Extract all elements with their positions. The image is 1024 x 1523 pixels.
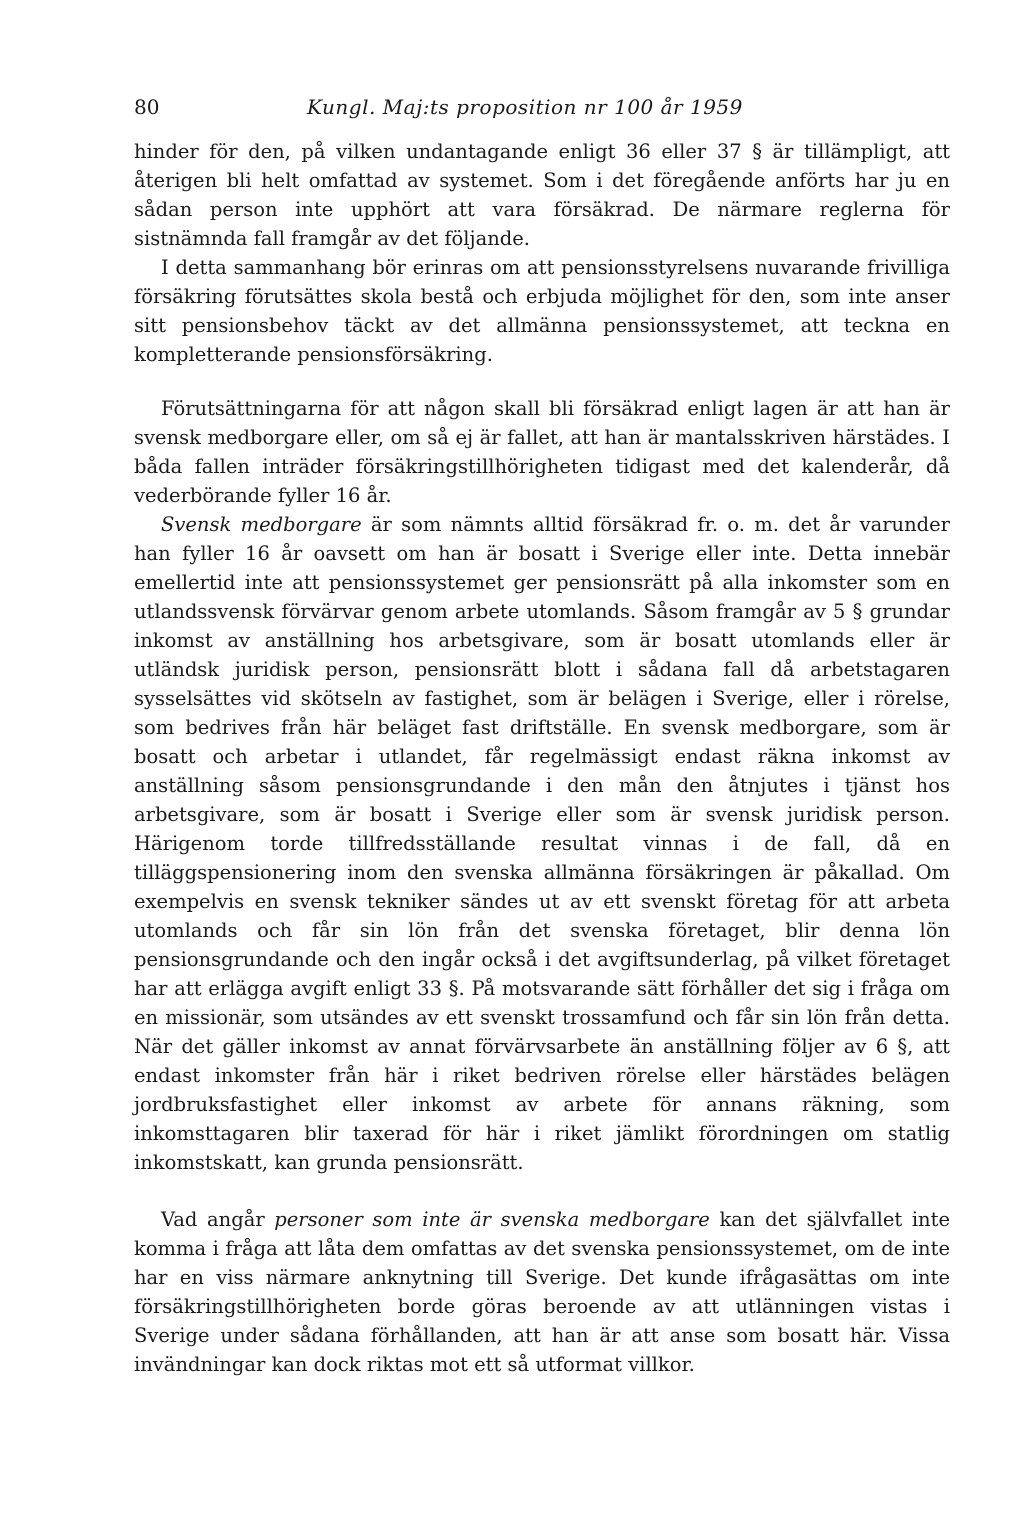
paragraph-5	[134, 1205, 950, 1379]
running-title: Kungl. Maj:ts proposition nr 100 år 1959	[307, 95, 743, 119]
page-header	[134, 92, 954, 122]
paragraph-2: I detta sammanhang bör erinras om att pensionsstyrelsens nuvarande frivilliga försäkring förutsättes skola bestå och erbjuda möjlighet för den, som inte anser sitt pensionsbehov täckt av det allmänna pensionssystemet, att teckna en kompletterande pensionsförsäkring.	[134, 256, 950, 366]
page-number: 80	[134, 95, 160, 119]
emphasis-personer: personer som inte är svenska medborgare	[274, 1208, 710, 1231]
paragraph-3: Förutsättningarna för att någon skall bli försäkrad enligt lagen är att han är svensk medborgare eller, om så ej är fallet, att han är mantalsskriven härstädes. I båda fallen inträder försäkringstillhörigheten tidigast med det kalenderår, då vederbörande fyller 16 år.	[134, 397, 950, 507]
paragraph-1: hinder för den, på vilken undantagande enligt 36 eller 37 § är tillämpligt, att återigen bli helt omfattad av systemet. Som i det föregående anförts har ju en sådan person inte upphört att vara försäkrad. De närmare reglerna för sistnämnda fall framgår av det följande.	[134, 140, 950, 250]
paragraph-4-text: är som nämnts alltid försäkrad fr. o. m. det år varunder han fyller 16 år oavsett om han är bosatt i Sverige eller inte. Detta innebär emellertid inte att pensionssystemet ger pensionsrätt på alla inkomster som en utlandssvensk förvärvar genom arbete utomlands. Såsom framgår av 5 § grundar inkomst av anställning hos arbetsgivare, som är bosatt utomlands eller är utländsk juridisk person, pensionsrätt blott i sådana fall då arbetstagaren sysselsättes vid skötseln av fastighet, som är belägen i Sverige, eller i rörelse, som bedrives från här beläget fast driftställe. En svensk medborgare, som är bosatt och arbetar i utlandet, får regelmässigt endast räkna inkomst av anställning såsom pensionsgrundande i den mån den åtnjutes i tjänst hos arbetsgivare, som är bosatt i Sverige eller som är svensk juridisk person. Härigenom torde tillfredsställande resultat vinnas i de fall, då en tilläggspensionering inom den svenska allmänna försäkringen är påkallad. Om exempelvis en svensk tekniker sändes ut av ett svenskt företag för att arbeta utomlands och får sin lön från det svenska företaget, blir denna lön pensionsgrundande och den ingår också i det avgiftsunderlag, på vilket företaget har att erlägga avgift enligt 33 §. På motsvarande sätt förhåller det sig i fråga om en missionär, som utsändes av ett svenskt trossamfund och får sin lön från detta. När det gäller inkomst av annat förvärvsarbete än anställning följer av 6 §, att endast inkomster från här i riket bedriven rörelse eller härstädes belägen jordbruksfastighet eller inkomst av arbete för annans räkning, som inkomsttagaren blir taxerad för här i riket jämlikt förordningen om statlig inkomstskatt, kan grunda pensionsrätt.	[134, 513, 950, 1174]
body-text	[134, 137, 950, 1379]
paragraph-5-text: kan det självfallet inte komma i fråga att låta dem omfattas av det svenska pensionssystemet, om de inte har en viss närmare anknytning till Sverige. Det kunde ifrågasättas om inte försäkringstillhörigheten borde göras beroende av att utlänningen vistas i Sverige under sådana förhållanden, att han är att anse som bosatt här. Vissa invändningar kan dock riktas mot ett så utformat villkor.	[134, 1208, 950, 1376]
paragraph-4	[134, 510, 950, 1177]
emphasis-svensk-medborgare: Svensk medborgare	[161, 513, 362, 536]
paragraph-5-lead: Vad angår	[161, 1208, 275, 1231]
